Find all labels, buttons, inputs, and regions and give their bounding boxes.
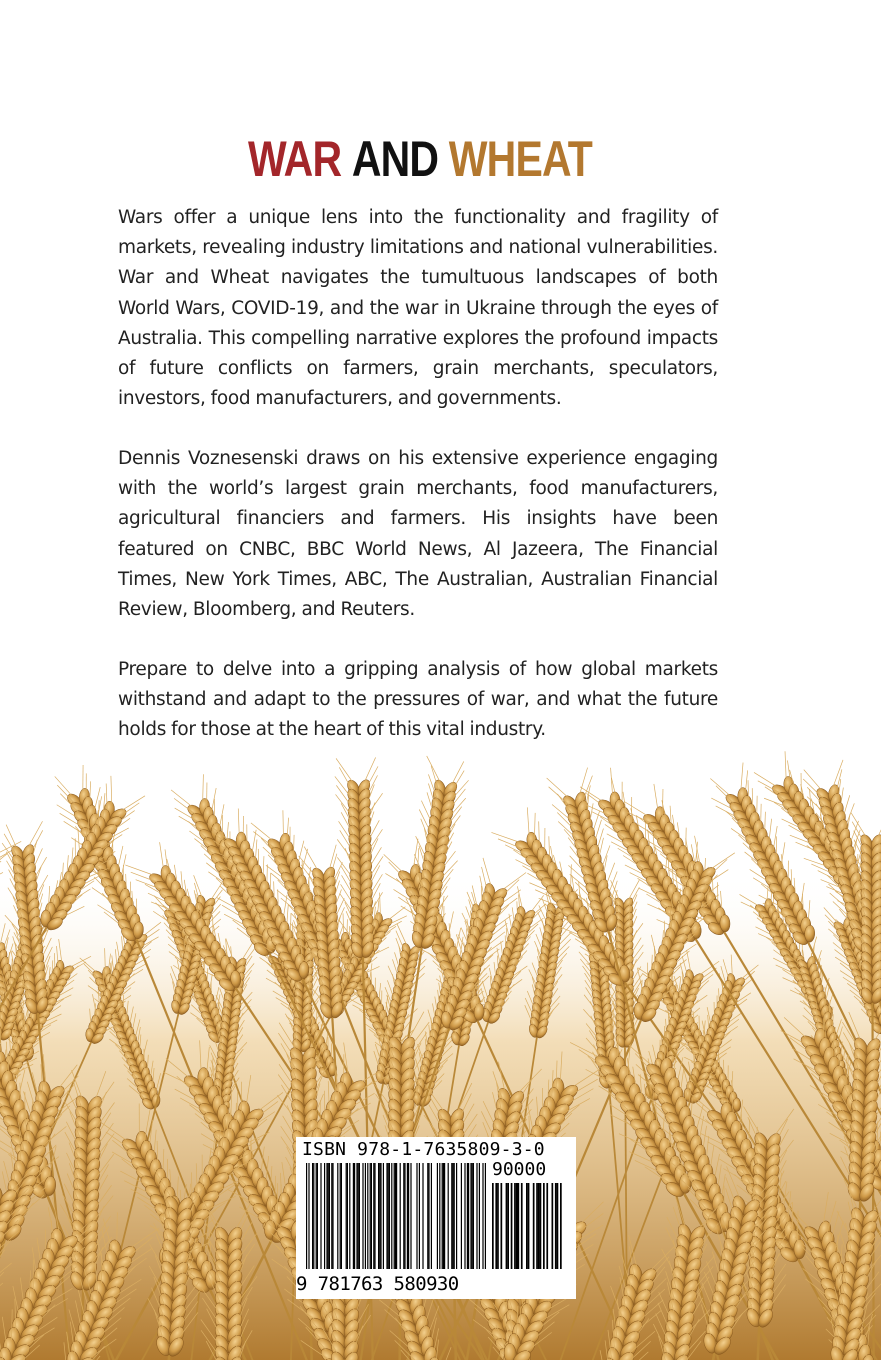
title-word-war: WAR bbox=[248, 130, 342, 187]
isbn-number: ISBN 978-1-7635809-3-0 bbox=[302, 1139, 545, 1160]
blurb-paragraph-2: Dennis Voznesenski draws on his extensive experience engaging with the world’s largest grain merchants, food manufacturers, agricultural financiers and farmers. His insights have been featured on CNBC, BBC World News, Al Jazeera, The Financial Times, New York Times, ABC, The Australian, Australian Financial Review, Bloomberg, and Reuters. bbox=[118, 448, 718, 621]
book-title bbox=[76, 130, 765, 188]
blurb-paragraph-1: Wars offer a unique lens into the functionality and fragility of markets, revealing industry limitations and national vulnerabilities. War and Wheat navigates the tumultuous landscapes of both World Wars, COVID-19, and the war in Ukraine through the eyes of Australia. This compelling narrative explores the profound impacts of future conflicts on farmers, grain merchants, speculators, investors, food manufacturers, and governments. bbox=[118, 207, 718, 410]
blurb-paragraph-3: Prepare to delve into a gripping analysis of how global markets withstand and adapt to the pressures of war, and what the future holds for those at the heart of this vital industry. bbox=[118, 659, 718, 741]
price-code: 90000 bbox=[492, 1159, 547, 1180]
isbn-barcode bbox=[296, 1137, 576, 1299]
ean-digits: 9 781763 580930 bbox=[296, 1273, 459, 1295]
title-word-wheat: WHEAT bbox=[448, 130, 592, 187]
barcode-bars bbox=[306, 1163, 572, 1273]
title-word-and: AND bbox=[351, 130, 439, 187]
